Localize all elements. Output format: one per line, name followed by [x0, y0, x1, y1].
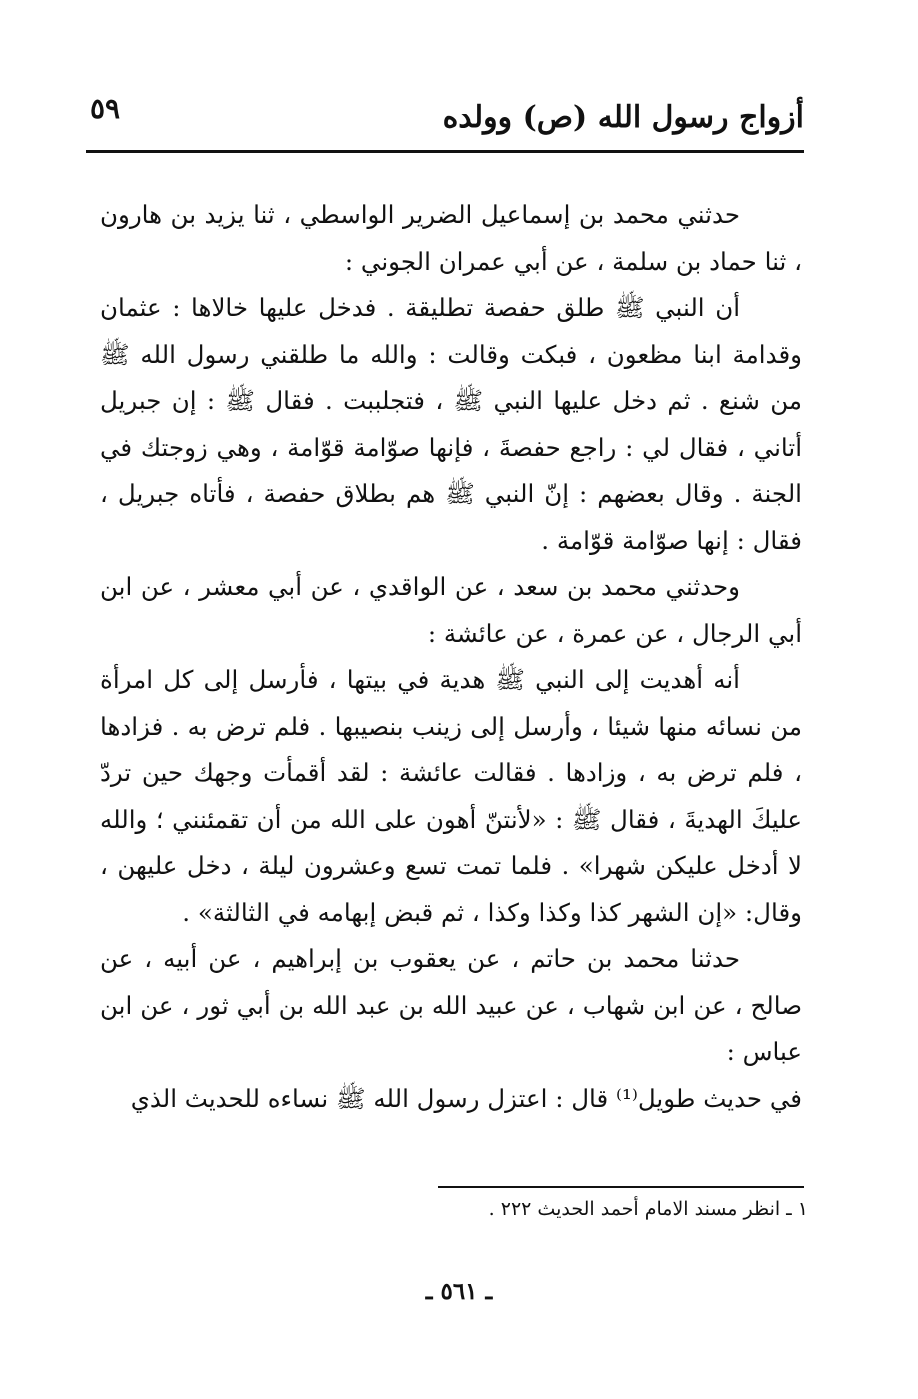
paragraph-4: أنه أهديت إلى النبي ﷺ هدية في بيتها ، فأرسل إلى كل امرأة من نسائه منها شيئا ، وأرسل إلى زينب بنصيبها . فلم ترض به . فزادها ، فلم ترض به ، وزادها . فقالت عائشة : لقد أقمأت وجهك حين تردّ عليكَ الهديةَ ، فقال ﷺ : «لأنتنّ أهون على الله من أن تقمئنني ؛ والله لا أدخل عليكن شهرا» . فلما تمت تسع وعشرون ليلة ، دخل عليهن ، وقال: «إن الشهر كذا وكذا وكذا ، ثم قبض إبهامه في الثالثة» .	[100, 665, 802, 927]
folio-page-number: ـ ٥٦١ ـ	[425, 1278, 493, 1305]
paragraph-1: حدثني محمد بن إسماعيل الضرير الواسطي ، ثنا يزيد بن هارون ، ثنا حماد بن سلمة ، عن أبي عمران الجوني :	[100, 200, 802, 276]
footnote-rule	[438, 1186, 804, 1188]
paragraph-2: أن النبي ﷺ طلق حفصة تطليقة . فدخل عليها خالاها : عثمان وقدامة ابنا مظعون ، فبكت وقالت : والله ما طلقني رسول الله ﷺ من شنع . ثم دخل عليها النبي ﷺ ، فتجلببت . فقال ﷺ : إن جبريل أتاني ، فقال لي : راجع حفصةَ ، فإنها صوّامة قوّامة ، وهي زوجتك في الجنة . وقال بعضهم : إنّ النبي ﷺ هم بطلاق حفصة ، فأتاه جبريل ، فقال : إنها صوّامة قوّامة .	[100, 293, 802, 555]
header-page-number: ٥٩	[90, 92, 121, 125]
paragraph-3: وحدثني محمد بن سعد ، عن الواقدي ، عن أبي معشر ، عن ابن أبي الرجال ، عن عمرة ، عن عائشة :	[100, 572, 802, 648]
header-rule	[86, 150, 804, 153]
header-title: أزواج رسول الله (ص) وولده	[442, 100, 804, 135]
paragraph-5: حدثنا محمد بن حاتم ، عن يعقوب بن إبراهيم ، عن أبيه ، عن صالح ، عن ابن شهاب ، عن عبيد الله بن عبد الله بن أبي ثور ، عن ابن عباس :	[100, 944, 802, 1066]
body-text	[100, 192, 802, 1122]
running-header	[88, 92, 804, 146]
paragraph-6: في حديث طويل⁽¹⁾ قال : اعتزل رسول الله ﷺ نساءه للحديث الذي	[130, 1083, 802, 1113]
footnote: ١ ـ انظر مسند الامام أحمد الحديث ٢٢٢ .	[488, 1198, 808, 1220]
